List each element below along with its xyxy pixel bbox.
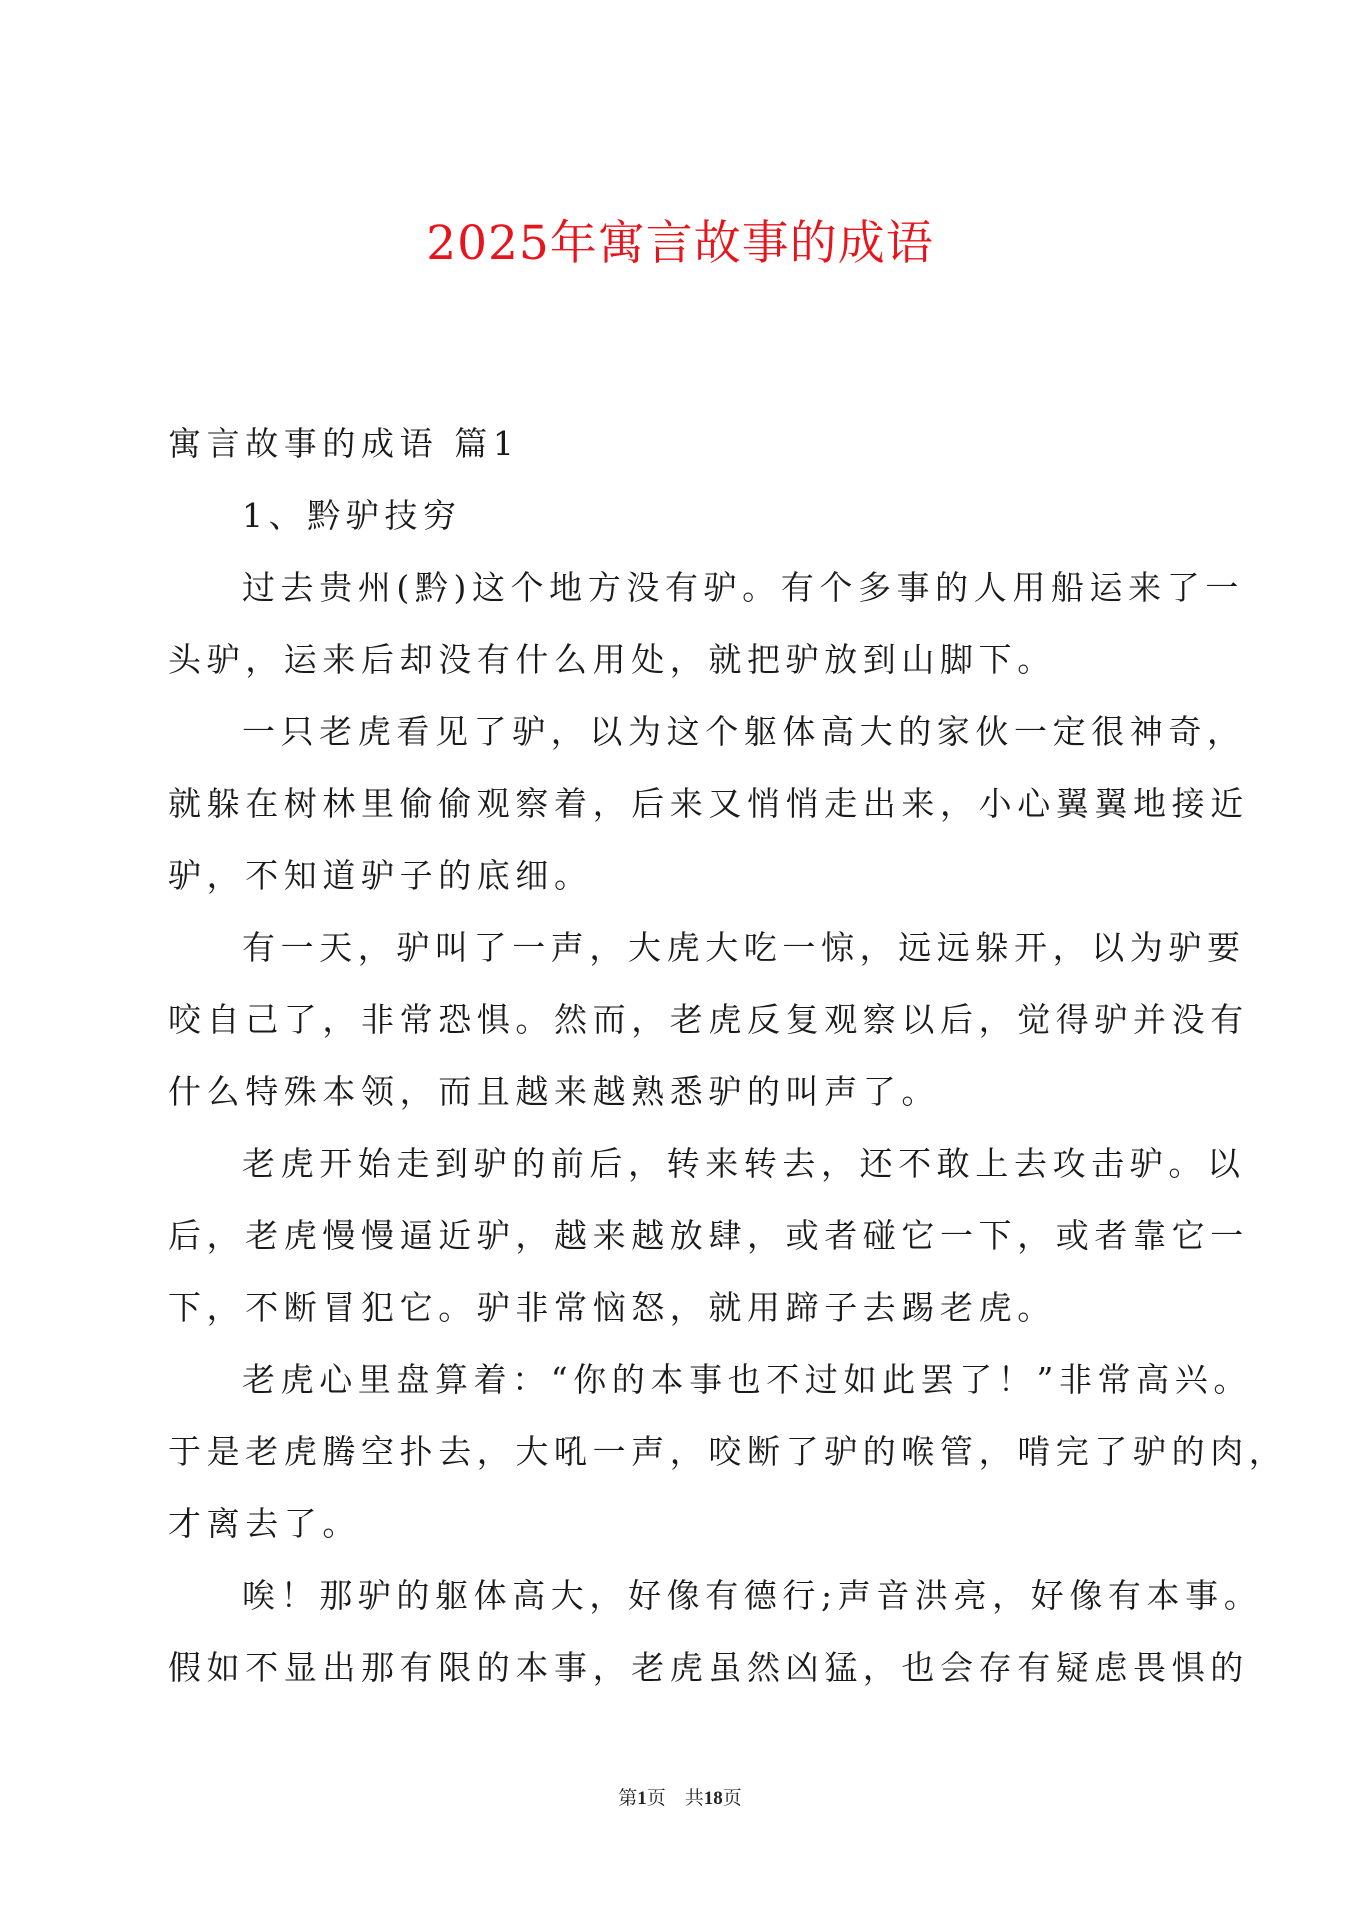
story-heading: 1、黔驴技穷 xyxy=(242,496,462,535)
document-body xyxy=(168,408,1288,1704)
page-total: 18 xyxy=(703,1788,723,1809)
document-title: 2025年寓言故事的成语 xyxy=(426,216,934,271)
paragraph-line: 唉！那驴的躯体高大，好像有德行;声音洪亮，好像有本事。 xyxy=(242,1576,1263,1615)
paragraph-line: 就躲在树林里偷偷观察着，后来又悄悄走出来，小心翼翼地接近 xyxy=(168,784,1249,823)
paragraph-line: 有一天，驴叫了一声，大虎大吃一惊，远远躲开，以为驴要 xyxy=(242,928,1246,967)
paragraph-line: 咬自己了，非常恐惧。然而，老虎反复观察以后，觉得驴并没有 xyxy=(168,1000,1249,1039)
paragraph-line: 假如不显出那有限的本事，老虎虽然凶猛，也会存有疑虑畏惧的 xyxy=(168,1648,1249,1687)
paragraph-line: 什么特殊本领，而且越来越熟悉驴的叫声了。 xyxy=(168,1072,940,1111)
paragraph-line: 老虎心里盘算着：“你的本事也不过如此罢了！”非常高兴。 xyxy=(242,1360,1252,1399)
page-prefix: 第 xyxy=(618,1787,638,1809)
page-footer xyxy=(0,1786,1360,1811)
paragraph-line: 头驴，运来后却没有什么用处，就把驴放到山脚下。 xyxy=(168,640,1056,679)
paragraph-line: 老虎开始走到驴的前后，转来转去，还不敢上去攻击驴。以 xyxy=(242,1144,1246,1183)
paragraph-line: 驴，不知道驴子的底细。 xyxy=(168,856,593,895)
paragraph-line: 过去贵州(黔)这个地方没有驴。有个多事的人用船运来了一 xyxy=(242,568,1244,607)
paragraph-line: 下，不断冒犯它。驴非常恼怒，就用蹄子去踢老虎。 xyxy=(168,1288,1056,1327)
paragraph-line: 才离去了。 xyxy=(168,1504,361,1543)
page-current: 1 xyxy=(637,1788,647,1809)
paragraph-line: 于是老虎腾空扑去，大吼一声，咬断了驴的喉管，啃完了驴的肉， xyxy=(168,1432,1288,1471)
paragraph-line: 一只老虎看见了驴，以为这个躯体高大的家伙一定很神奇， xyxy=(242,712,1246,751)
section-heading: 寓言故事的成语 篇1 xyxy=(168,424,520,463)
paragraph-line: 后，老虎慢慢逼近驴，越来越放肆，或者碰它一下，或者靠它一 xyxy=(168,1216,1249,1255)
page-suffix: 页 xyxy=(722,1787,742,1809)
page-mid: 页 共 xyxy=(646,1787,704,1809)
